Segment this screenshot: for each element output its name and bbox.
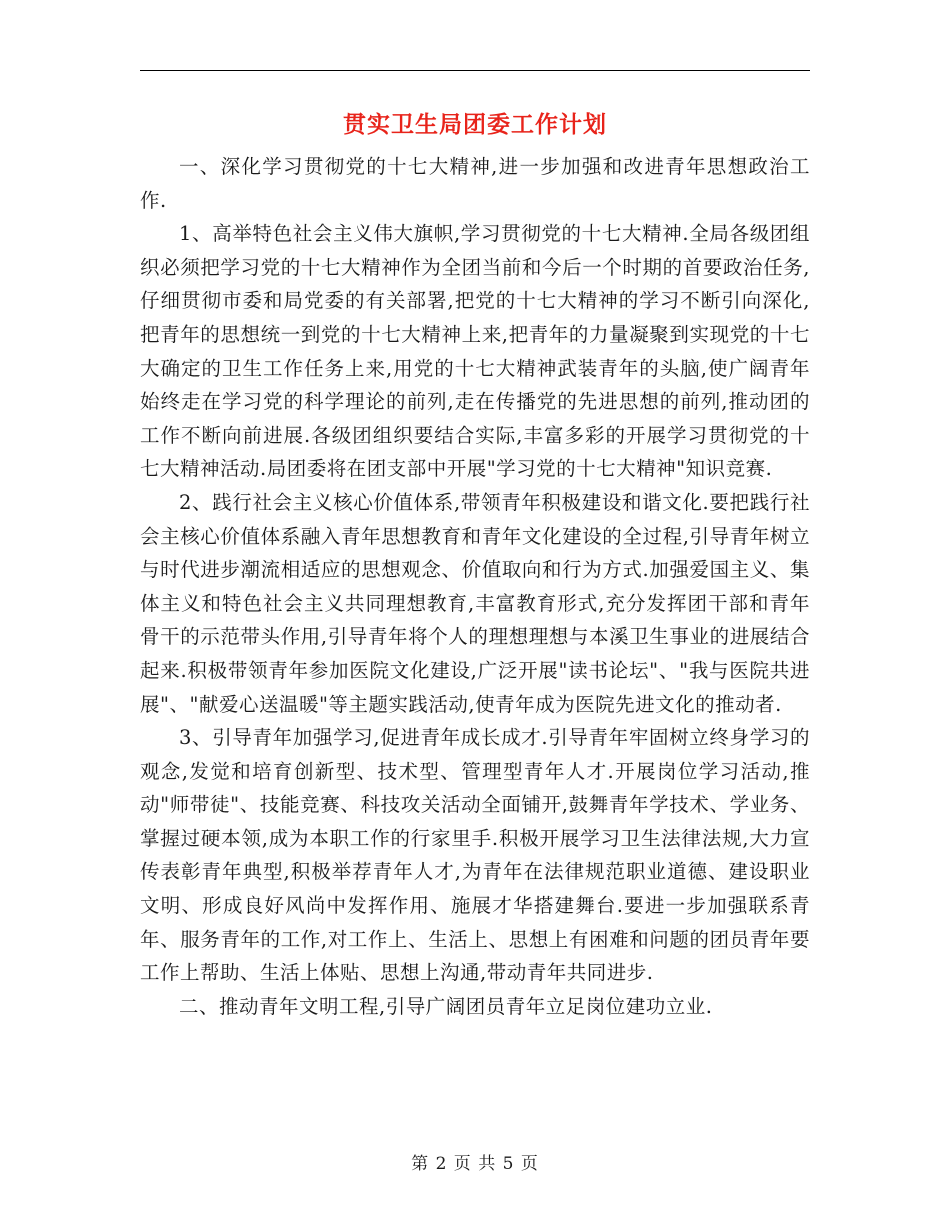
document-title: 贯实卫生局团委工作计划 bbox=[343, 112, 607, 138]
paragraph-item-1: 1、高举特色社会主义伟大旗帜,学习贯彻党的十七大精神.全局各级团组织必须把学习党的十七大精神作为全团当前和今后一个时期的首要政治任务,仔细贯彻市委和局党委的有关部署,把党的十七大精神的学习不断引向深化,把青年的思想统一到党的十七大精神上来,把青年的力量凝聚到实现党的十七大确定的卫生工作任务上来,用党的十七大精神武装青年的头脑,使广阔青年始终走在学习党的科学理论的前列,走在传播党的先进思想的前列,推动团的工作不断向前进展.各级团组织要结合实际,丰富多彩的开展学习贯彻党的十七大精神活动.局团委将在团支部中开展"学习党的十七大精神"知识竞赛. bbox=[140, 222, 810, 481]
paragraph-item-3: 3、引导青年加强学习,促进青年成长成才.引导青年牢固树立终身学习的观念,发觉和培育创新型、技术型、管理型青年人才.开展岗位学习活动,推动"师带徒"、技能竞赛、科技攻关活动全面铺开,鼓舞青年学技术、学业务、掌握过硬本领,成为本职工作的行家里手.积极开展学习卫生法律法规,大力宣传表彰青年典型,积极举荐青年人才,为青年在法律规范职业道德、建设职业文明、形成良好风尚中发挥作用、施展才华搭建舞台.要进一步加强联系青年、服务青年的工作,对工作上、生活上、思想上有困难和问题的团员青年要工作上帮助、生活上体贴、思想上沟通,带动青年共同进步. bbox=[140, 726, 810, 985]
header-rule bbox=[140, 70, 810, 71]
paragraph-section-1-heading: 一、深化学习贯彻党的十七大精神,进一步加强和改进青年思想政治工作. bbox=[140, 155, 810, 212]
document-body bbox=[140, 150, 810, 1023]
paragraph-item-2: 2、践行社会主义核心价值体系,带领青年积极建设和谐文化.要把践行社会主核心价值体系融入青年思想教育和青年文化建设的全过程,引导青年树立与时代进步潮流相适应的思想观念、价值取向和行为方式.加强爱国主义、集体主义和特色社会主义共同理想教育,丰富教育形式,充分发挥团干部和青年骨干的示范带头作用,引导青年将个人的理想理想与本溪卫生事业的进展结合起来.积极带领青年参加医院文化建设,广泛开展"读书论坛"、"我与医院共进展"、"献爱心送温暖"等主题实践活动,使青年成为医院先进文化的推动者. bbox=[140, 490, 810, 716]
page-number-footer: 第 2 页 共 5 页 bbox=[411, 1154, 539, 1174]
paragraph-section-2-heading: 二、推动青年文明工程,引导广阔团员青年立足岗位建功立业. bbox=[179, 994, 713, 1018]
